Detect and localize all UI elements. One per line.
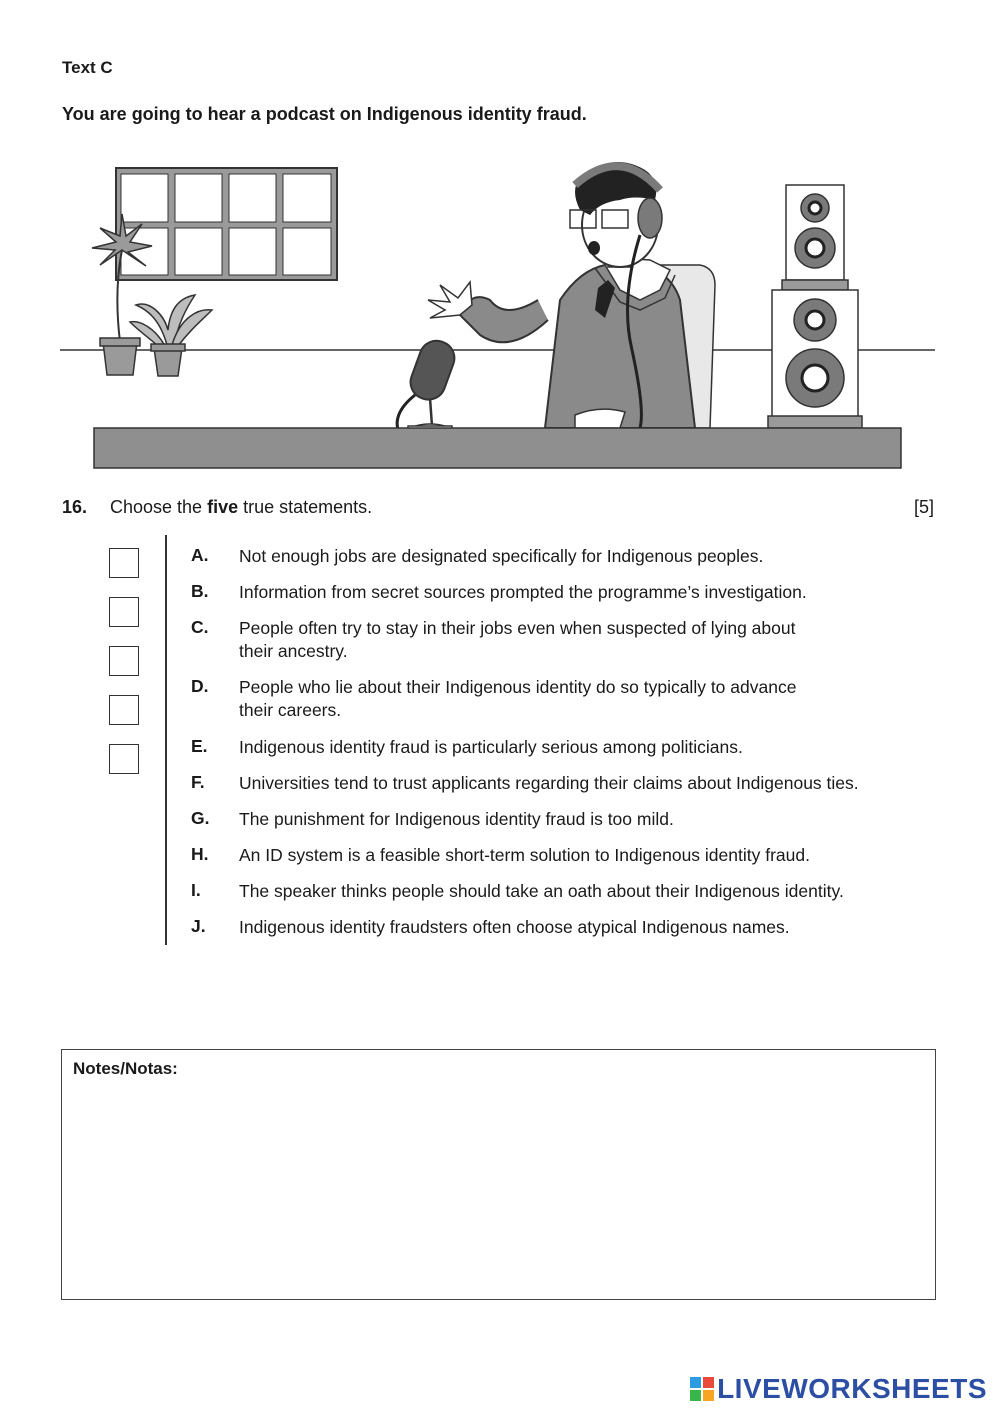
option-text-f: Universities tend to trust applicants regarding their claims about Indigenous ties. [239, 773, 859, 793]
notes-box[interactable] [61, 1049, 936, 1300]
answer-box-4[interactable] [109, 695, 139, 725]
option-letter-d: D. [191, 676, 209, 696]
liveworksheets-logo-icon [689, 1376, 715, 1402]
option-letter-a: A. [191, 545, 209, 565]
question-text: Choose the five true statements. [110, 497, 373, 517]
microphone-illustration [397, 336, 459, 440]
option-letter-e: E. [191, 736, 208, 756]
option-text-e: Indigenous identity fraud is particularly serious among politicians. [239, 737, 743, 757]
section-label: Text C [62, 58, 113, 77]
brand-name: LIVEWORKSHEETS [717, 1373, 987, 1404]
section-intro: You are going to hear a podcast on Indigenous identity fraud. [62, 104, 587, 124]
option-letter-i: I. [191, 880, 201, 900]
option-text-b: Information from secret sources prompted the programme’s investigation. [239, 582, 807, 602]
question-number: 16. [62, 497, 88, 517]
presenter-illustration [428, 162, 695, 428]
notes-label: Notes/Notas: [73, 1059, 178, 1078]
answer-box-3[interactable] [109, 646, 139, 676]
option-letter-b: B. [191, 581, 209, 601]
option-letter-c: C. [191, 617, 209, 637]
option-text-i: The speaker thinks people should take an oath about their Indigenous identity. [239, 881, 844, 901]
desk-illustration [94, 428, 901, 468]
option-text-j: Indigenous identity fraudsters often choose atypical Indigenous names. [239, 917, 790, 937]
option-text-d: People who lie about their Indigenous identity do so typically to advance their careers. [239, 677, 797, 720]
option-text-h: An ID system is a feasible short-term solution to Indigenous identity fraud. [239, 845, 810, 865]
option-text-c: People often try to stay in their jobs even when suspected of lying about their ancestry. [239, 618, 796, 661]
option-letter-h: H. [191, 844, 209, 864]
answer-box-1[interactable] [109, 548, 139, 578]
speaker-illustration [768, 185, 862, 428]
answer-box-5[interactable] [109, 744, 139, 774]
option-text-a: Not enough jobs are designated specifically for Indigenous peoples. [239, 546, 764, 566]
option-letter-g: G. [191, 808, 210, 828]
options-divider [165, 535, 167, 945]
option-letter-f: F. [191, 772, 205, 792]
window-illustration [116, 168, 337, 280]
brand-logo [689, 1372, 987, 1406]
question-marks: [5] [914, 497, 935, 517]
option-text-g: The punishment for Indigenous identity fraud is too mild. [239, 809, 674, 829]
answer-box-2[interactable] [109, 597, 139, 627]
option-letter-j: J. [191, 916, 206, 936]
podcast-illustration [60, 150, 940, 475]
